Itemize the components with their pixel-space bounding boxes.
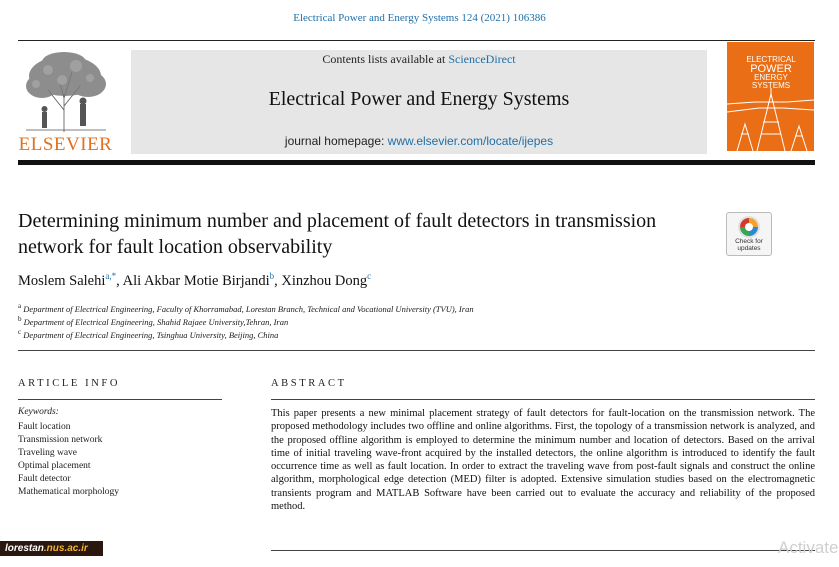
affiliation-text: Department of Electrical Engineering, Faculty of Khorramabad, Lorestan Branch, Technical and Vocational University (TVU), Iran [23, 303, 474, 314]
contents-line [131, 52, 707, 67]
header-rule-bottom [18, 160, 815, 165]
activate-watermark: Activate [778, 538, 839, 557]
keyword-item: Transmission network [18, 435, 103, 445]
pylon-icon [727, 42, 814, 151]
homepage-prefix: journal homepage: [284, 134, 388, 148]
cover-title-line: ENERGY [754, 73, 788, 82]
affiliation-mark: c [18, 328, 22, 336]
journal-name: Electrical Power and Energy Systems [268, 88, 570, 110]
abstract-heading: ABSTRACT [271, 378, 347, 389]
author-name[interactable]: Xinzhou Dong [281, 272, 368, 289]
check-for-updates-button[interactable] [726, 212, 772, 256]
keyword-item: Fault detector [18, 474, 71, 484]
affiliation-text: Department of Electrical Engineering, Shahid Rajaee University,Tehran, Iran [23, 316, 289, 327]
affiliation-mark: a [18, 302, 22, 310]
article-title: Determining minimum number and placement of fault detectors in transmission network for fault location observability [18, 210, 657, 258]
author-name[interactable]: Moslem Salehi [18, 272, 106, 289]
elsevier-tree-icon [18, 50, 113, 134]
keyword-item: Fault location [18, 422, 71, 432]
keyword-item: Traveling wave [18, 448, 78, 458]
affiliation [18, 315, 288, 327]
cover-title-line: SYSTEMS [751, 81, 791, 90]
badge-prefix: lorestan [5, 543, 44, 554]
article-info-rule [18, 399, 222, 400]
journal-banner [131, 50, 707, 154]
check-updates-label: Check for updates [735, 238, 763, 252]
journal-citation[interactable]: Electrical Power and Energy Systems 124 (2021) 106386 [293, 12, 546, 24]
keywords-label: Keywords: [18, 407, 59, 417]
homepage-line [131, 134, 707, 148]
affiliation [18, 328, 278, 340]
section-rule [18, 350, 815, 351]
article-info-heading: ARTICLE INFO [18, 378, 121, 389]
homepage-link[interactable]: www.elsevier.com/locate/ijepes [387, 134, 554, 148]
cover-title-line: POWER [750, 63, 792, 75]
author-affiliation-mark[interactable]: c [367, 271, 372, 281]
keywords-list [18, 421, 119, 499]
author-affiliation-mark[interactable]: a,* [105, 271, 117, 281]
site-footer-badge[interactable] [0, 541, 103, 556]
elsevier-wordmark: ELSEVIER [18, 134, 113, 155]
keyword-item: Optimal placement [18, 461, 91, 471]
cover-title-line: ELECTRICAL [746, 55, 796, 64]
author-list: Moslem Salehi$^{a,*}$, Ali Akbar Motie Birjandi$^b$, Xinzhou Dong$^c$ [18, 271, 372, 289]
header-rule-top [18, 40, 815, 41]
check-updates-icon [727, 214, 771, 240]
contents-prefix: Contents lists available at [322, 52, 449, 66]
affiliation-mark: b [18, 315, 22, 323]
affiliation [18, 302, 474, 314]
sciencedirect-link[interactable]: ScienceDirect [448, 52, 516, 66]
abstract-text: This paper presents a new minimal placement strategy of fault detectors for fault-location on the transmission network. The proposed methodology includes two offline and online algorithms. First, the topology of a transmission network is analyzed, and the proposed offline algorithm is employed to determine the minimum number and location of detectors. Based on the arrival time of initial traveling wave-front acquired by the installed detectors, the online algorithm is introduced to identify the fault occurrence time as well as fault location. In order to extract the traveling wave from post-fault signals and construct the online algorithm, morphological edge detection (MED) filter is adopted. Extensive simulation studies based on the electromagnetic transients program and MATLAB Software have been carried out to evaluate the accuracy and reliability of the proposed method. [271, 408, 815, 513]
elsevier-logo [18, 50, 113, 156]
affiliation-text: Department of Electrical Engineering, Tsinghua University, Beijing, China [23, 329, 279, 340]
author-affiliation-mark[interactable]: b [269, 271, 275, 281]
abstract-bottom-rule [271, 550, 815, 551]
badge-domain: .nus.ac.ir [43, 543, 88, 554]
abstract-rule [271, 399, 815, 400]
author-name[interactable]: Ali Akbar Motie Birjandi [122, 272, 270, 289]
journal-cover-image[interactable] [727, 42, 814, 151]
keyword-item: Mathematical morphology [18, 487, 120, 497]
